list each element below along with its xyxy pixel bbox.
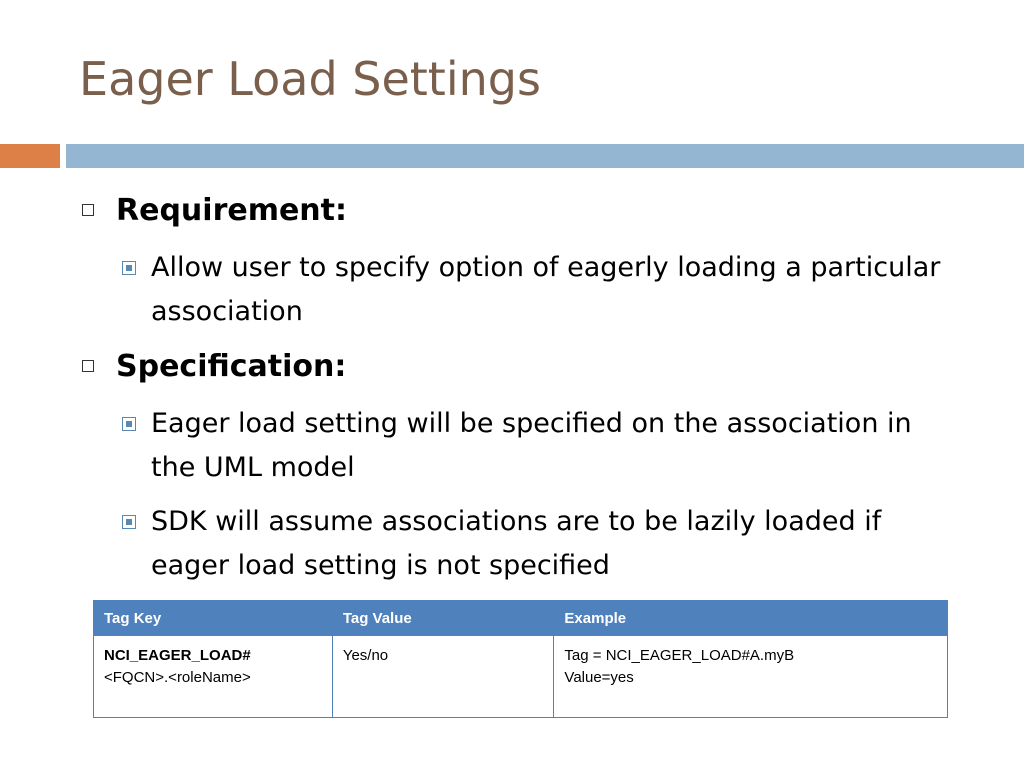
filled-square-bullet-icon: [122, 515, 136, 529]
sub-bullet: [122, 500, 962, 588]
column-header-tag-value: Tag Value: [332, 601, 554, 636]
accent-bar-blue: [66, 144, 1024, 168]
bullet-requirement: [82, 193, 348, 228]
square-bullet-icon: [82, 360, 94, 372]
cell-example: [554, 636, 948, 718]
section-heading: Specification:: [116, 349, 347, 384]
sub-bullet: [122, 246, 962, 334]
square-bullet-icon: [82, 204, 94, 216]
section-heading: Requirement:: [116, 193, 348, 228]
example-line-1: Tag = NCI_EAGER_LOAD#A.myB: [564, 647, 795, 664]
slide-title: Eager Load Settings: [79, 52, 541, 106]
example-line-2: Value=yes: [564, 669, 634, 686]
cell-tag-value: Yes/no: [332, 636, 554, 718]
table-header-row: [94, 601, 948, 636]
filled-square-bullet-icon: [122, 417, 136, 431]
tag-key-name: NCI_EAGER_LOAD#: [104, 647, 251, 664]
sub-bullet-text: Allow user to specify option of eagerly loading a particular association: [151, 252, 941, 327]
column-header-tag-key: Tag Key: [94, 601, 333, 636]
column-header-example: Example: [554, 601, 948, 636]
cell-tag-key: [94, 636, 333, 718]
sub-bullet: [122, 402, 962, 490]
tag-key-suffix: <FQCN>.<roleName>: [104, 669, 251, 686]
sub-bullet-text: SDK will assume associations are to be lazily loaded if eager load setting is not specified: [151, 506, 882, 581]
table-row: [94, 636, 948, 718]
sub-bullet-text: Eager load setting will be specified on the association in the UML model: [151, 408, 912, 483]
tag-table: [93, 600, 948, 718]
filled-square-bullet-icon: [122, 261, 136, 275]
bullet-specification: [82, 349, 347, 384]
accent-bar-orange: [0, 144, 60, 168]
